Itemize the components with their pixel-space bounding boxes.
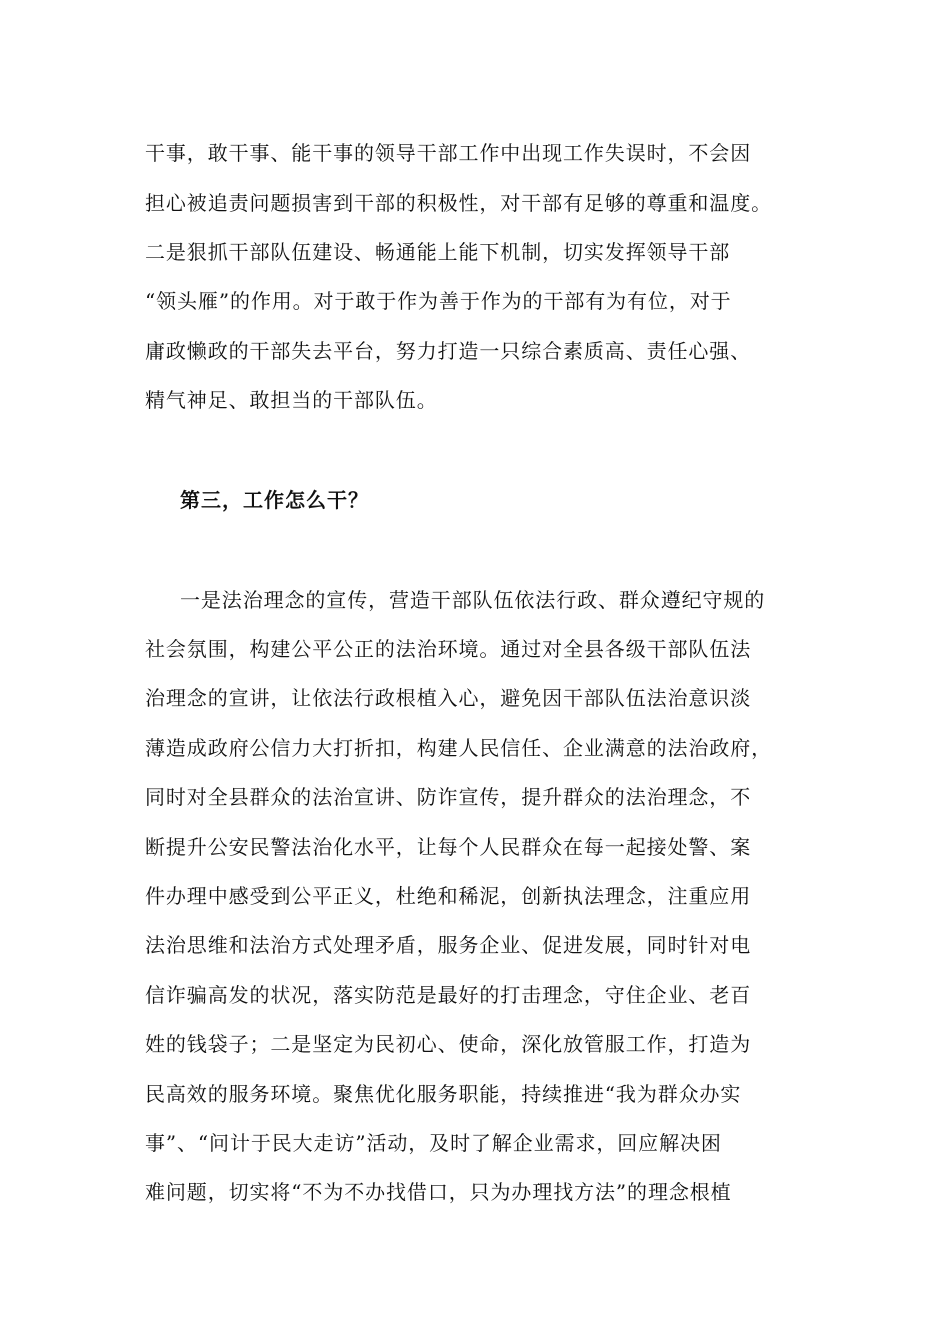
paragraph-2-line-2: 社会氛围，构建公平公正的法治环境。通过对全县各级干部队伍法 bbox=[145, 637, 752, 661]
paragraph-2-line-8: 法治思维和法治方式处理矛盾，服务企业、促进发展，同时针对电 bbox=[145, 933, 752, 957]
paragraph-1-line-1: 干事，敢干事、能干事的领导干部工作中出现工作失误时，不会因 bbox=[145, 141, 752, 165]
paragraph-1-line-6: 精气神足、敢担当的干部队伍。 bbox=[145, 388, 438, 412]
paragraph-1-line-5: 庸政懒政的干部失去平台，努力打造一只综合素质高、责任心强、 bbox=[145, 339, 752, 363]
paragraph-2-line-1: 一是法治理念的宣传，营造干部队伍依法行政、群众遵纪守规的 bbox=[180, 588, 766, 612]
paragraph-1-line-3: 二是狠抓干部队伍建设、畅通能上能下机制，切实发挥领导干部 bbox=[145, 240, 731, 264]
paragraph-1-line-2: 担心被追责问题损害到干部的积极性，对干部有足够的尊重和温度。 bbox=[145, 191, 772, 215]
paragraph-2-line-4: 薄造成政府公信力大打折扣，构建人民信任、企业满意的法治政府， bbox=[145, 736, 772, 760]
paragraph-2-line-5: 同时对全县群众的法治宣讲、防诈宣传，提升群众的法治理念，不 bbox=[145, 785, 752, 809]
paragraph-2-line-10: 姓的钱袋子；二是坚定为民初心、使命，深化放管服工作，打造为 bbox=[145, 1032, 752, 1056]
paragraph-2-line-12: 事”、“问计于民大走访”活动，及时了解企业需求，回应解决困 bbox=[145, 1131, 722, 1155]
paragraph-2-line-11: 民高效的服务环境。聚焦优化服务职能，持续推进“我为群众办实 bbox=[145, 1082, 742, 1106]
paragraph-2-line-9: 信诈骗高发的状况，落实防范是最好的打击理念，守住企业、老百 bbox=[145, 983, 752, 1007]
paragraph-2-line-6: 断提升公安民警法治化水平，让每个人民群众在每一起接处警、案 bbox=[145, 835, 752, 859]
paragraph-2-line-13: 难问题，切实将“不为不办找借口，只为办理找方法”的理念根植 bbox=[145, 1180, 732, 1204]
paragraph-1-line-4: “领头雁”的作用。对于敢于作为善于作为的干部有为有位，对于 bbox=[145, 289, 732, 313]
paragraph-2-line-3: 治理念的宣讲，让依法行政根植入心，避免因干部队伍法治意识淡 bbox=[145, 686, 752, 710]
section-heading: 第三，工作怎么干？ bbox=[180, 488, 369, 512]
paragraph-2-line-7: 件办理中感受到公平正义，杜绝和稀泥，创新执法理念，注重应用 bbox=[145, 884, 752, 908]
